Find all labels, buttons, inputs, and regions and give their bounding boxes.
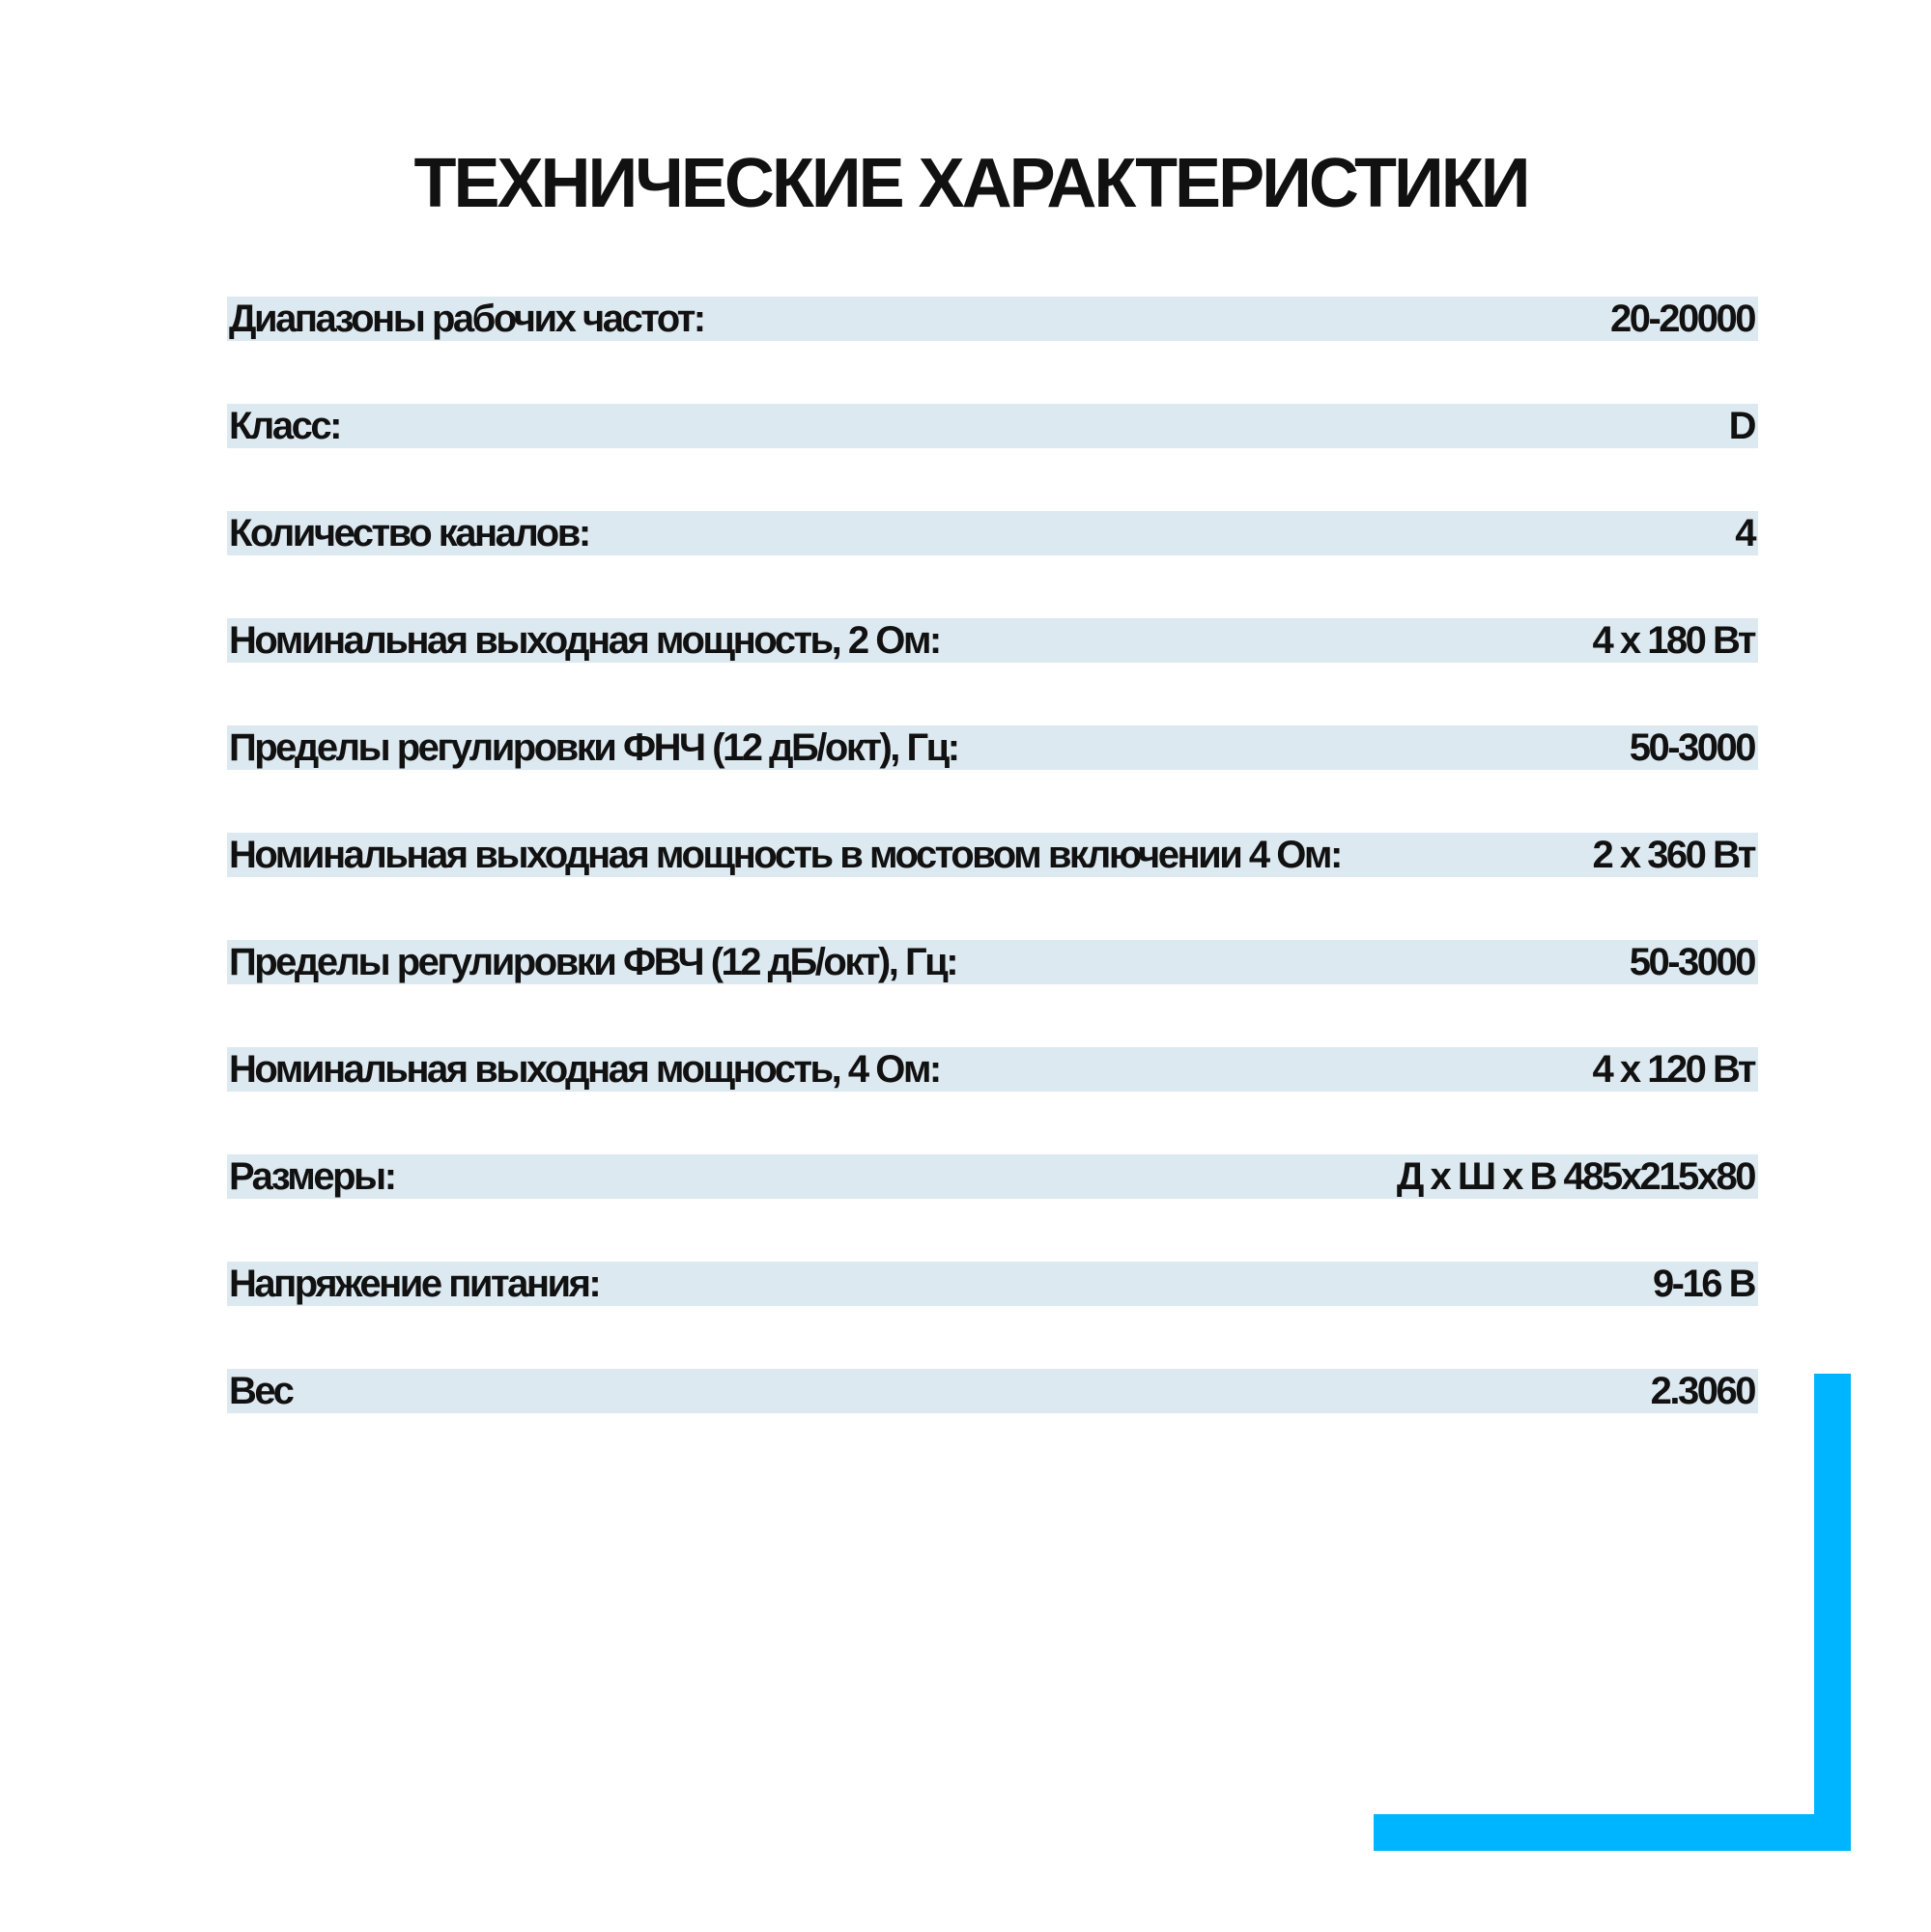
spec-value: D (1728, 405, 1754, 447)
spec-value: 2 x 360 Вт (1592, 834, 1754, 876)
spec-label: Пределы регулировки ФНЧ (12 дБ/окт), Гц: (229, 726, 958, 769)
spec-label: Количество каналов: (229, 512, 589, 554)
corner-accent-horizontal-bar (1374, 1814, 1851, 1851)
spec-value: 4 x 120 Вт (1592, 1048, 1754, 1091)
spec-row-channels (227, 511, 1758, 555)
corner-accent-vertical-bar (1814, 1374, 1851, 1851)
spec-value: 50-3000 (1629, 941, 1754, 983)
spec-value: 2.3060 (1650, 1370, 1754, 1412)
spec-row-frequency-range (227, 297, 1758, 341)
spec-row-class (227, 404, 1758, 448)
spec-label: Размеры: (229, 1155, 395, 1198)
spec-label: Напряжение питания: (229, 1263, 600, 1305)
page-title: ТЕХНИЧЕСКИЕ ХАРАКТЕРИСТИКИ (413, 145, 1528, 222)
spec-row-supply-voltage (227, 1262, 1758, 1306)
spec-row-hpf-range (227, 940, 1758, 984)
spec-row-lpf-range (227, 725, 1758, 770)
spec-row-power-4-ohm (227, 1047, 1758, 1092)
spec-value: 4 (1735, 512, 1754, 554)
spec-label: Номинальная выходная мощность, 2 Ом: (229, 619, 940, 662)
spec-value: 50-3000 (1629, 726, 1754, 769)
spec-label: Диапазоны рабочих частот: (229, 298, 704, 340)
spec-value: 4 x 180 Вт (1592, 619, 1754, 662)
spec-label: Номинальная выходная мощность в мостовом включении 4 Ом: (229, 834, 1341, 876)
spec-label: Вес (229, 1370, 293, 1412)
spec-row-weight (227, 1369, 1758, 1413)
spec-value: 20-20000 (1609, 298, 1754, 340)
spec-row-bridged-power (227, 833, 1758, 877)
spec-value: Д x Ш x В 485x215x80 (1396, 1155, 1754, 1198)
spec-row-power-2-ohm (227, 618, 1758, 663)
spec-label: Номинальная выходная мощность, 4 Ом: (229, 1048, 940, 1091)
spec-value: 9-16 В (1652, 1263, 1754, 1305)
spec-label: Пределы регулировки ФВЧ (12 дБ/окт), Гц: (229, 941, 957, 983)
spec-row-dimensions (227, 1154, 1758, 1199)
spec-label: Класс: (229, 405, 340, 447)
